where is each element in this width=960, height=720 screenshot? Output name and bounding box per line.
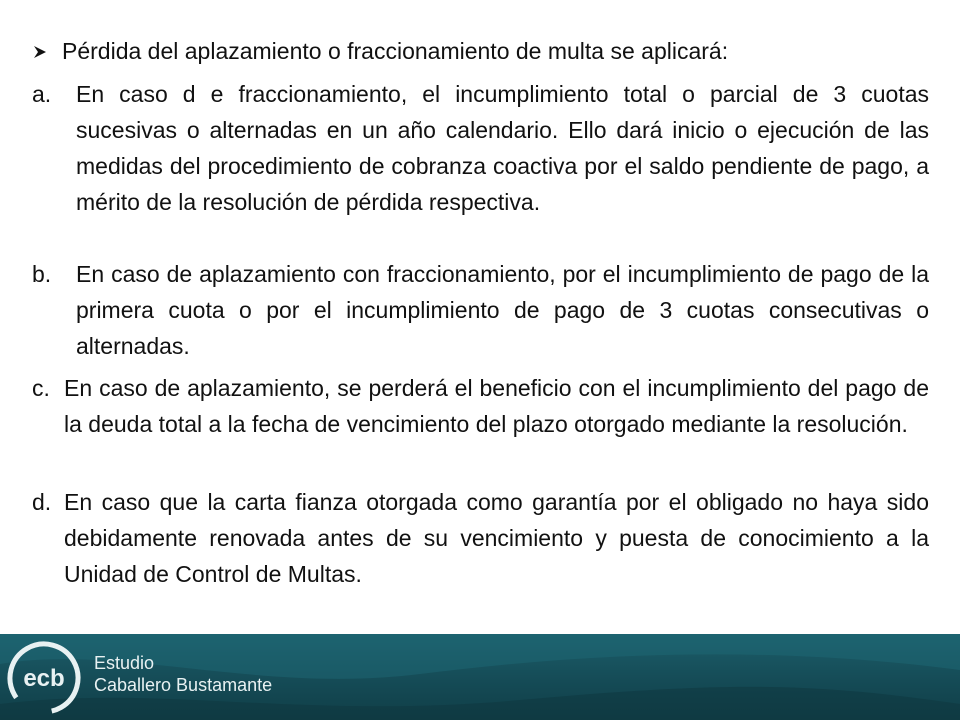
list-marker: a. bbox=[32, 81, 52, 107]
firm-name-line1: Estudio bbox=[94, 653, 155, 673]
list-marker: d. bbox=[32, 489, 52, 515]
list-item-b bbox=[32, 256, 929, 364]
logo-text: ecb bbox=[23, 665, 65, 692]
ecb-logo-icon bbox=[6, 640, 82, 716]
list-item-c bbox=[32, 370, 929, 478]
list-item-text: En caso de aplazamiento, se perderá el beneficio con el incumplimiento del pago de la deuda total a la fecha de vencimiento del plazo otorgado mediante la resolución. bbox=[64, 375, 929, 437]
heading-text: Pérdida del aplazamiento o fraccionamiento de multa se aplicará: bbox=[62, 38, 729, 64]
list-item-d bbox=[32, 484, 929, 628]
list-marker: c. bbox=[32, 375, 50, 401]
footer-band bbox=[0, 634, 960, 720]
arrow-bullet-icon bbox=[32, 36, 62, 70]
list-item-text: En caso que la carta fianza otorgada como garantía por el obligado no haya sido debidamente renovada antes de su vencimiento y puesta de conocimiento a la Unidad de Control de Multas. bbox=[64, 489, 929, 587]
list-item-a bbox=[32, 76, 929, 256]
slide-heading bbox=[32, 34, 932, 70]
firm-name bbox=[94, 652, 272, 696]
list-item-text: En caso d e fraccionamiento, el incumplimiento total o parcial de 3 cuotas sucesivas o alternadas en un año calendario. Ello dará inicio o ejecución de las medidas del procedimiento de cobranza coactiva por el saldo pendiente de pago, a mérito de la resolución de pérdida respectiva. bbox=[76, 81, 929, 215]
list-item-text: En caso de aplazamiento con fraccionamiento, por el incumplimiento de pago de la primera cuota o por el incumplimiento de pago de 3 cuotas consecutivas o alternadas. bbox=[76, 261, 929, 359]
list-marker: b. bbox=[32, 261, 52, 287]
firm-name-line2: Caballero Bustamante bbox=[94, 675, 273, 695]
